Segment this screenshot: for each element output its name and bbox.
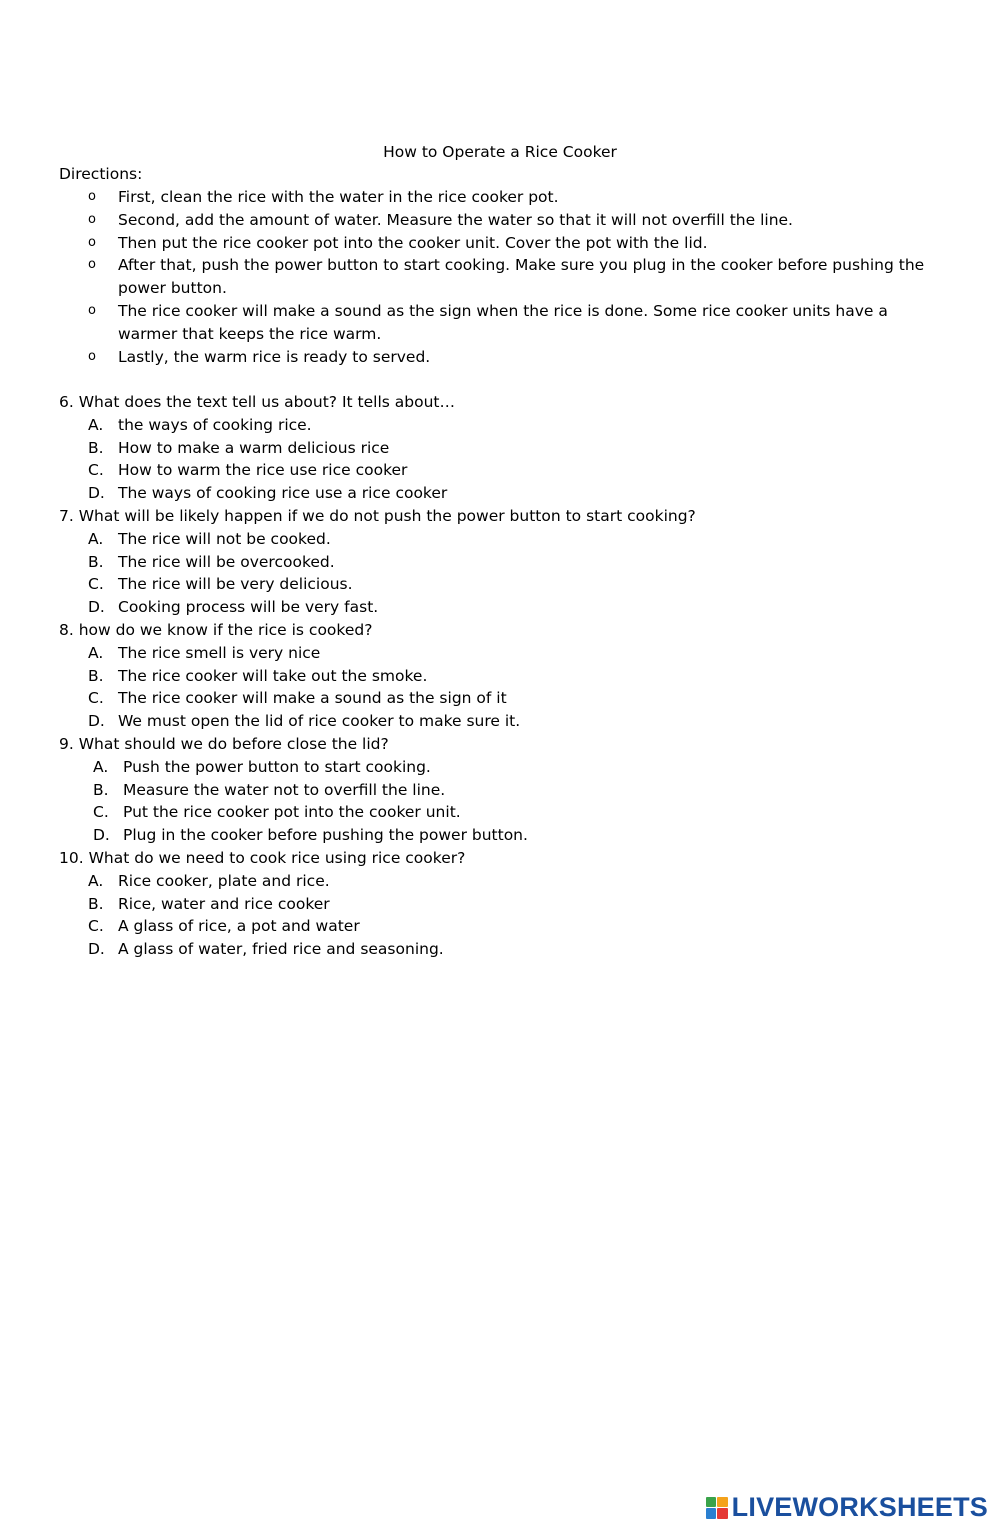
option-text: Push the power button to start cooking. <box>123 757 431 776</box>
option-letter: C. <box>88 461 104 480</box>
option-text: The rice cooker will take out the smoke. <box>118 666 428 685</box>
option-letter: D. <box>93 826 110 845</box>
option-8c <box>59 687 959 710</box>
option-text: the ways of cooking rice. <box>118 415 312 434</box>
option-letter: A. <box>93 757 109 776</box>
direction-text: After that, push the power button to start cooking. Make sure you plug in the cooker before pushing the power button. <box>118 256 925 298</box>
option-letter: A. <box>88 871 104 890</box>
option-letter: C. <box>88 917 104 936</box>
option-letter: B. <box>88 894 104 913</box>
bullet-icon: o <box>88 189 96 204</box>
option-text: How to make a warm delicious rice <box>118 438 390 457</box>
direction-step <box>88 186 938 209</box>
question-8: 8. how do we know if the rice is cooked? <box>59 620 373 639</box>
liveworksheets-logo <box>706 1492 988 1523</box>
options-q7 <box>59 528 959 619</box>
question-9: 9. What should we do before close the lid? <box>59 734 389 753</box>
option-letter: A. <box>88 415 104 434</box>
logo-square <box>717 1508 728 1519</box>
option-letter: C. <box>88 575 104 594</box>
option-6c <box>59 459 959 482</box>
direction-step <box>88 254 938 300</box>
option-text: Plug in the cooker before pushing the power button. <box>123 826 528 845</box>
option-text: The rice will be overcooked. <box>118 552 335 571</box>
option-letter: C. <box>88 689 104 708</box>
option-text: Measure the water not to overfill the line. <box>123 780 446 799</box>
option-letter: D. <box>88 940 105 959</box>
option-6b <box>59 437 959 460</box>
option-7d <box>59 596 959 619</box>
option-7b <box>59 551 959 574</box>
bullet-icon: o <box>88 234 96 250</box>
direction-step <box>88 346 938 369</box>
bullet-icon: o <box>88 302 96 318</box>
option-9c <box>59 801 959 824</box>
question-6: 6. What does the text tell us about? It tells about… <box>59 393 455 411</box>
bullet-icon: o <box>88 211 96 227</box>
option-text: We must open the lid of rice cooker to make sure it. <box>118 712 521 731</box>
option-9d <box>59 824 959 847</box>
bullet-icon: o <box>88 348 96 364</box>
options-q9 <box>59 756 959 847</box>
direction-text: Lastly, the warm rice is ready to served. <box>118 347 431 366</box>
option-10d <box>59 938 959 961</box>
option-letter: C. <box>93 803 109 822</box>
options-q10 <box>59 870 959 961</box>
direction-step <box>88 300 938 346</box>
option-8a <box>59 642 959 665</box>
direction-text: First, clean the rice with the water in the rice cooker pot. <box>118 188 559 206</box>
direction-step <box>88 232 938 255</box>
option-text: Cooking process will be very fast. <box>118 598 379 617</box>
option-text: The rice smell is very nice <box>118 643 321 662</box>
liveworksheets-logo-icon <box>706 1497 728 1519</box>
logo-square <box>717 1497 728 1508</box>
option-text: A glass of rice, a pot and water <box>118 917 360 936</box>
direction-text: Second, add the amount of water. Measure the water so that it will not overfill the line. <box>118 210 793 229</box>
option-9b <box>59 779 959 802</box>
option-10a <box>59 870 959 893</box>
option-10c <box>59 915 959 938</box>
option-7a <box>59 528 959 551</box>
option-text: A glass of water, fried rice and seasoning. <box>118 940 444 959</box>
options-q8 <box>59 642 959 733</box>
option-letter: A. <box>88 529 104 548</box>
option-letter: D. <box>88 712 105 731</box>
option-6a <box>59 414 959 437</box>
option-text: The ways of cooking rice use a rice cooker <box>118 484 448 503</box>
option-6d <box>59 482 959 505</box>
option-letter: D. <box>88 484 105 503</box>
option-letter: B. <box>88 552 104 571</box>
question-7: 7. What will be likely happen if we do not push the power button to start cooking? <box>59 506 696 525</box>
option-7c <box>59 573 959 596</box>
page-title: How to Operate a Rice Cooker <box>383 143 617 161</box>
logo-square <box>706 1497 717 1508</box>
option-text: Rice cooker, plate and rice. <box>118 871 330 890</box>
question-section <box>59 391 959 961</box>
option-letter: D. <box>88 598 105 617</box>
options-q6 <box>59 414 959 505</box>
option-text: The rice cooker will make a sound as the sign of it <box>118 689 507 708</box>
option-text: Put the rice cooker pot into the cooker unit. <box>123 803 461 822</box>
directions-label: Directions: <box>59 165 143 183</box>
option-letter: B. <box>93 780 109 799</box>
option-text: The rice will be very delicious. <box>118 575 353 594</box>
option-letter: B. <box>88 438 104 457</box>
option-text: The rice will not be cooked. <box>118 529 331 548</box>
option-9a <box>59 756 959 779</box>
option-8b <box>59 665 959 688</box>
direction-step <box>88 209 938 232</box>
logo-square <box>706 1508 717 1519</box>
bullet-icon: o <box>88 257 96 273</box>
option-text: Rice, water and rice cooker <box>118 894 330 913</box>
direction-text: Then put the rice cooker pot into the cooker unit. Cover the pot with the lid. <box>118 233 708 252</box>
option-letter: B. <box>88 666 104 685</box>
option-letter: A. <box>88 643 104 662</box>
logo-text: LIVEWORKSHEETS <box>731 1492 988 1522</box>
option-text: How to warm the rice use rice cooker <box>118 461 408 480</box>
question-10: 10. What do we need to cook rice using rice cooker? <box>59 848 466 867</box>
option-10b <box>59 893 959 916</box>
option-8d <box>59 710 959 733</box>
directions-list <box>88 186 938 368</box>
direction-text: The rice cooker will make a sound as the sign when the rice is done. Some rice cooker units have a warmer that keeps the rice warm. <box>118 301 888 343</box>
